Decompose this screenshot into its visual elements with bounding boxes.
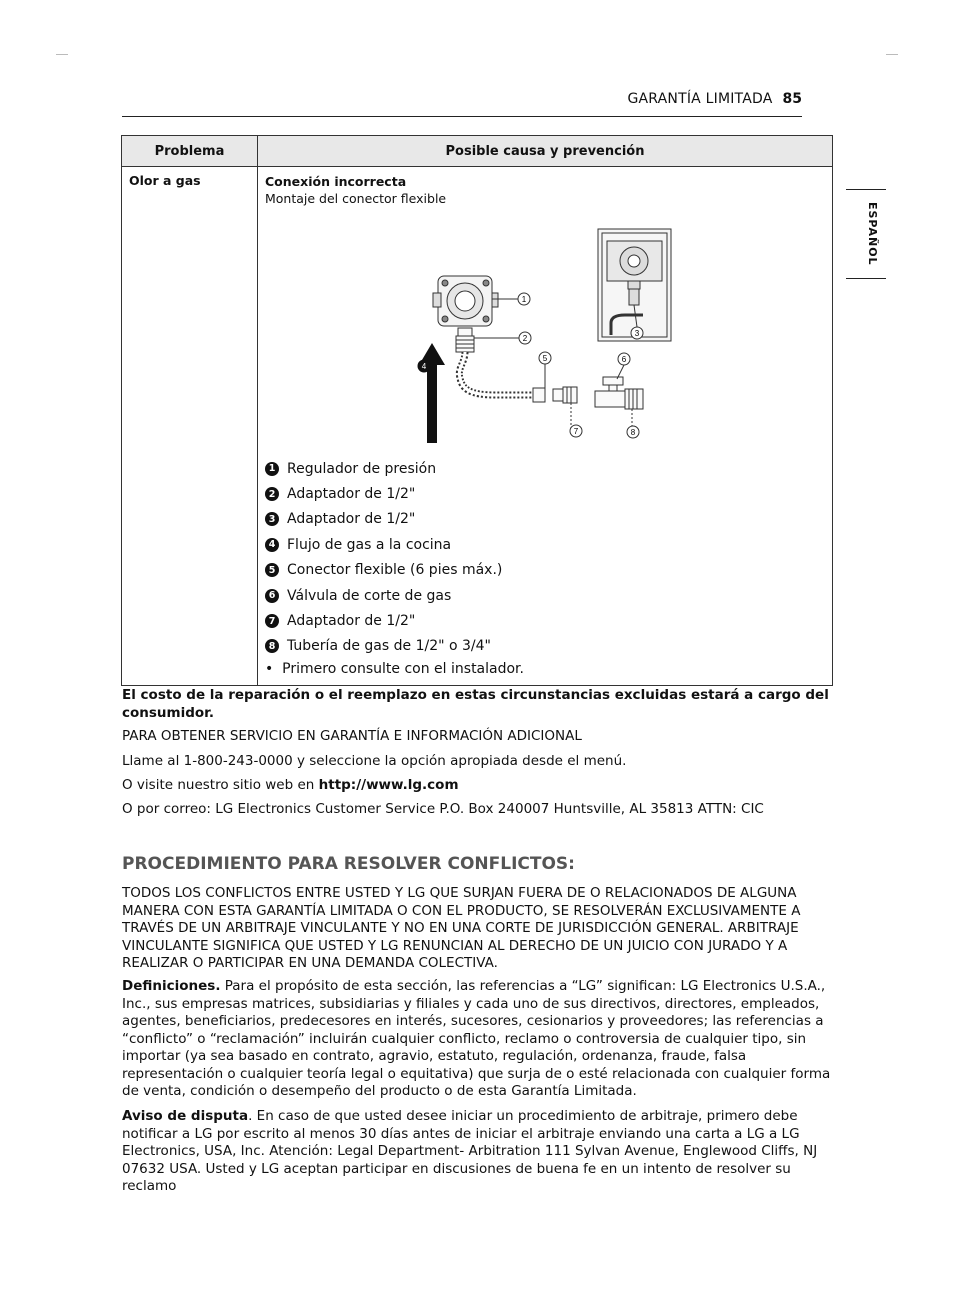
legend-text: Regulador de presión [287, 460, 437, 477]
legend-text: Flujo de gas a la cocina [287, 536, 452, 553]
crop-mark-right [886, 54, 898, 55]
header-title: GARANTÍA LIMITADA [627, 91, 773, 107]
gas-connection-diagram [265, 213, 825, 448]
number-badge-icon: 8 [265, 639, 279, 653]
number-badge-icon: 3 [265, 512, 279, 526]
definitions-text: Para el propósito de esta sección, las referencias a “LG” significan: LG Electronics U.S.A., Inc., sus empresas matrices, subsidiarias y filiales y cada uno de sus directivos, directores, empleados, agentes, beneficiarios, predecesores en interés, sucesores, cesionarios y proveedores; las referencias a “conflicto” o “reclamación” incluirán cualquier conflicto, reclamo o controversia de cualquier tipo, sin importar (ya sea basado en contrato, agravio, estatuto, regulación, ordenanza, fraude, falsa representación o cualquier teoría legal o equitativa) que surja de o esté relacionada con cualquier forma de venta, condición o desempeño del producto o de esta Garantía Limitada. [122, 978, 831, 1099]
notice-label: Aviso de disputa [122, 1108, 249, 1124]
callout-8 [627, 426, 639, 438]
definitions-paragraph [122, 978, 834, 1101]
language-tab [846, 189, 886, 279]
legend-text: Adaptador de 1/2" [287, 511, 416, 528]
number-badge-icon: 6 [265, 589, 279, 603]
section-heading: PROCEDIMIENTO PARA RESOLVER CONFLICTOS: [122, 854, 575, 874]
callout-4 [418, 360, 430, 372]
svg-text:4: 4 [421, 362, 427, 371]
legend-text: Válvula de corte de gas [287, 587, 452, 604]
cause-cell [258, 167, 833, 686]
svg-text:2: 2 [522, 334, 528, 343]
legend-item [265, 634, 825, 659]
svg-text:6: 6 [621, 355, 627, 364]
running-header [122, 88, 802, 117]
cause-subtitle: Montaje del conector flexible [265, 191, 447, 206]
language-tab-label: ESPAÑOL [866, 202, 879, 266]
number-badge-icon: 5 [265, 563, 279, 577]
legend-item [265, 481, 825, 506]
legend-text: Adaptador de 1/2" [287, 613, 416, 630]
number-badge-icon: 1 [265, 462, 279, 476]
page-number: 85 [782, 91, 802, 107]
table-header-row [122, 136, 833, 167]
callout-2 [474, 332, 531, 344]
problem-cell: Olor a gas [122, 167, 258, 686]
cost-notice: El costo de la reparación o el reemplazo en estas circunstancias excluidas estará a cargo del consumidor. [122, 687, 829, 721]
legend-item [265, 507, 825, 532]
column-header-problem: Problema [122, 136, 258, 167]
mail-text: O por correo: LG Electronics Customer Service P.O. Box 240007 Huntsville, AL 35813 ATTN: CIC [122, 801, 764, 817]
bullet-icon: • [265, 661, 283, 678]
legend-text: Tubería de gas de 1/2" o 3/4" [287, 638, 491, 655]
svg-text:5: 5 [542, 354, 548, 363]
cause-title: Conexión incorrecta [265, 174, 407, 189]
callout-7 [570, 425, 582, 437]
table-row [122, 167, 833, 686]
column-header-cause: Posible causa y prevención [258, 136, 833, 167]
pressure-regulator-drawing [433, 276, 498, 326]
legend-item [265, 532, 825, 557]
troubleshooting-table [121, 135, 833, 686]
web-link[interactable]: http://www.lg.com [318, 777, 459, 793]
legend-item [265, 456, 825, 481]
crop-mark-left [56, 54, 68, 55]
call-text: Llame al 1-800-243-0000 y seleccione la opción apropiada desde el menú. [122, 753, 627, 769]
callout-5 [539, 352, 551, 388]
svg-text:1: 1 [521, 295, 527, 304]
range-rear-panel-drawing [598, 229, 671, 341]
gas-flow-arrow [419, 343, 445, 443]
flexible-connector-drawing [459, 352, 545, 402]
callout-6 [617, 353, 630, 379]
legend-text: Conector flexible (6 pies máx.) [287, 562, 503, 579]
diagram-legend [265, 456, 825, 659]
legend-item [265, 558, 825, 583]
adapter-drawing [456, 328, 474, 352]
web-line [122, 777, 834, 795]
svg-text:7: 7 [573, 427, 579, 436]
arbitration-intro: TODOS LOS CONFLICTOS ENTRE USTED Y LG QUE SURJAN FUERA DE O RELACIONADOS DE ALGUNA MANERA CON ESTA GARANTÍA LIMITADA O CON EL PRODUCTO, SE RESOLVERÁN EXCLUSIVAMENTE A TRAVÉS DE UN ARBITRAJE VINCULANTE Y NO EN UNA CORTE DE JURISDICCIÓN GENERAL. ARBITRAJE VINCULANTE SIGNIFICA QUE USTED Y LG RENUNCIAN AL DERECHO DE UN JUICIO CON JURADO Y A REALIZAR O PARTICIPAR EN UNA DEMANDA COLECTIVA. [122, 885, 801, 971]
legend-item [265, 583, 825, 608]
installer-note-text: Primero consulte con el instalador. [282, 661, 524, 678]
notice-text: . En caso de que usted desee iniciar un procedimiento de arbitraje, primero debe notificar a LG por escrito al menos 30 días antes de iniciar el arbitraje enviando una carta a LG a LG Electronics, USA, Inc. Atención: Legal Department- Arbitration 111 Sylvan Avenue, Englewood Cliffs, NJ 07632 USA. Usted y LG aceptan participar en discusiones de buena fe en un intento de resolver su reclamo [122, 1108, 818, 1194]
legend-text: Adaptador de 1/2" [287, 486, 416, 503]
number-badge-icon: 7 [265, 614, 279, 628]
svg-text:8: 8 [630, 428, 636, 437]
installer-note [265, 661, 825, 677]
web-prefix: O visite nuestro sitio web en [122, 777, 319, 793]
definitions-label: Definiciones. [122, 978, 221, 994]
shutoff-valve-drawing [595, 377, 643, 431]
dispute-notice-paragraph [122, 1108, 834, 1196]
adapter-7-drawing [553, 387, 577, 431]
number-badge-icon: 4 [265, 538, 279, 552]
number-badge-icon: 2 [265, 487, 279, 501]
legend-item [265, 608, 825, 633]
svg-text:3: 3 [634, 329, 640, 338]
service-heading: PARA OBTENER SERVICIO EN GARANTÍA E INFORMACIÓN ADICIONAL [122, 728, 582, 744]
